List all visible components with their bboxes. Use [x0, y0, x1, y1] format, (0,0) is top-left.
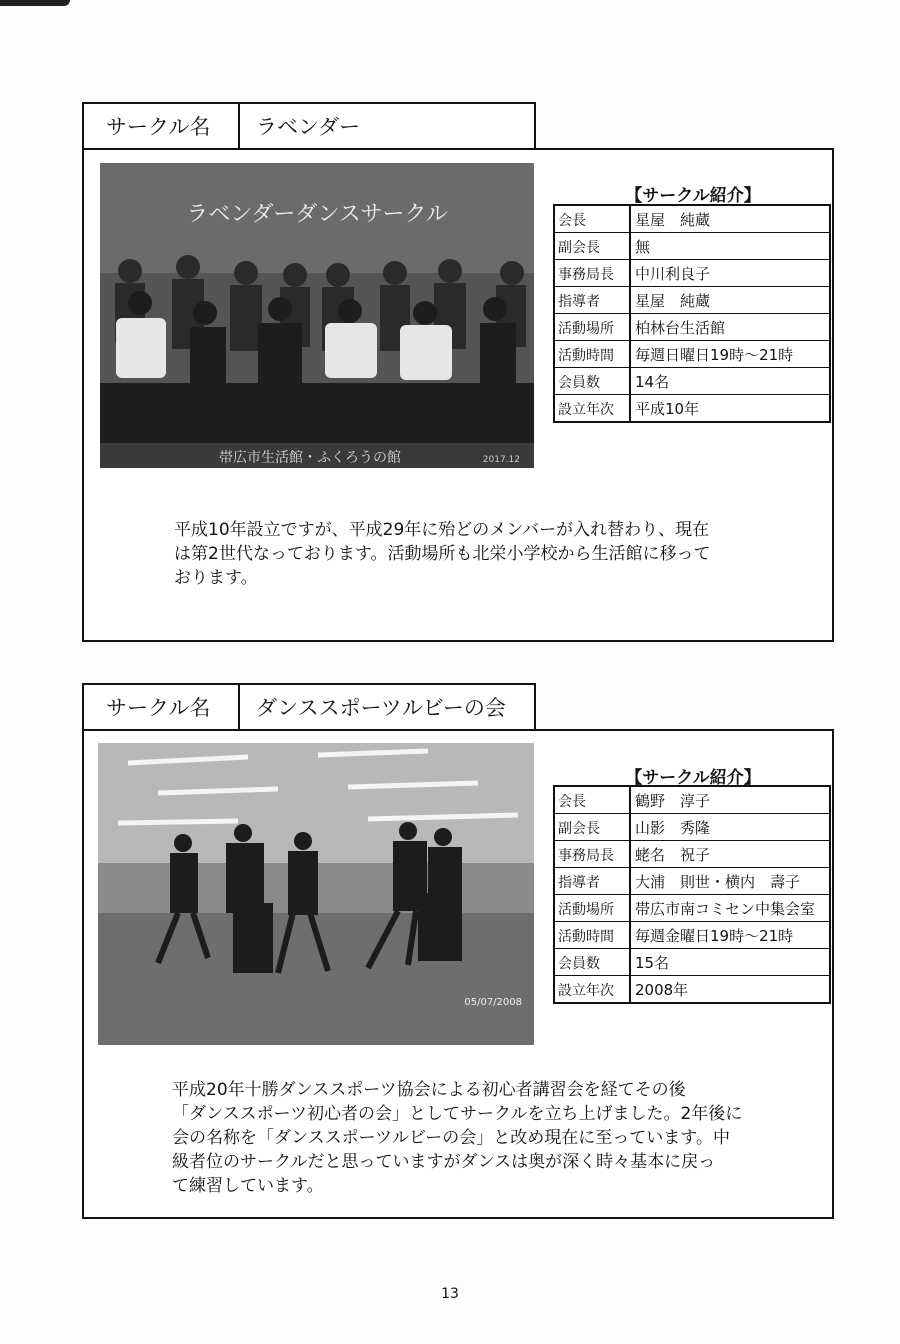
info-key: 副会長	[555, 233, 631, 259]
info-row-instructor	[555, 287, 831, 314]
info-value: 毎週金曜日19時～21時	[631, 922, 831, 948]
intro-title: 【サークル紹介】	[625, 186, 761, 206]
intro-title: 【サークル紹介】	[625, 768, 761, 788]
circle-description	[172, 1078, 772, 1198]
info-row-vice-chair	[555, 233, 831, 260]
info-row-vice-chair	[555, 814, 831, 841]
description-line: 平成20年十勝ダンススポーツ協会による初心者講習会を経てその後	[172, 1080, 686, 1100]
info-row-location	[555, 314, 831, 341]
description-line: は第2世代なっております。活動場所も北栄小学校から生活館に移って	[174, 544, 711, 564]
info-value: 帯広市南コミセン中集会室	[631, 895, 831, 921]
circle-name-label: サークル名	[84, 104, 240, 148]
info-value: 無	[631, 233, 831, 259]
circle-name: ラベンダー	[256, 115, 361, 139]
info-key: 副会長	[555, 814, 631, 840]
info-value: 鶴野 淳子	[631, 787, 831, 813]
description-line: て練習しています。	[172, 1176, 324, 1196]
info-value: 15名	[631, 949, 831, 975]
info-value: 蛯名 祝子	[631, 841, 831, 867]
info-key: 指導者	[555, 287, 631, 313]
info-key: 活動場所	[555, 895, 631, 921]
info-key: 会員数	[555, 949, 631, 975]
photo-caption-top: ラベンダーダンスサークル	[186, 202, 448, 227]
info-row-time	[555, 341, 831, 368]
circle-name-row	[82, 102, 536, 148]
circle-name: ダンススポーツルビーの会	[256, 696, 506, 720]
info-row-members	[555, 368, 831, 395]
description-line: 「ダンススポーツ初心者の会」としてサークルを立ち上げました。2年後に	[172, 1104, 743, 1124]
info-value: 中川利良子	[631, 260, 831, 286]
info-value: 星屋 純蔵	[631, 287, 831, 313]
info-value: 毎週日曜日19時～21時	[631, 341, 831, 367]
info-key: 活動時間	[555, 341, 631, 367]
info-row-time	[555, 922, 831, 949]
info-key: 活動場所	[555, 314, 631, 340]
info-row-secretary	[555, 841, 831, 868]
description-line: 級者位のサークルだと思っていますがダンスは奥が深く時々基本に戻っ	[172, 1152, 716, 1172]
circle-name-row	[82, 683, 536, 729]
info-table	[553, 785, 831, 1004]
info-key: 会員数	[555, 368, 631, 394]
dance-photo	[98, 743, 534, 1045]
info-value: 14名	[631, 368, 831, 394]
info-value: 平成10年	[631, 395, 831, 421]
info-key: 設立年次	[555, 395, 631, 421]
info-row-location	[555, 895, 831, 922]
info-value: 山影 秀隆	[631, 814, 831, 840]
info-value: 2008年	[631, 976, 831, 1002]
info-row-founded	[555, 976, 831, 1002]
info-key: 活動時間	[555, 922, 631, 948]
info-key: 指導者	[555, 868, 631, 894]
photo-date-stamp: 2017.12	[482, 455, 520, 465]
info-table	[553, 204, 831, 423]
info-row-chair	[555, 206, 831, 233]
info-value: 大浦 則世・横内 壽子	[631, 868, 831, 894]
photo-caption-bottom: 帯広市生活館・ふくろうの館	[219, 450, 401, 466]
info-key: 会長	[555, 787, 631, 813]
circle-name-label: サークル名	[84, 685, 240, 729]
info-row-chair	[555, 787, 831, 814]
info-key: 設立年次	[555, 976, 631, 1002]
description-line: おります。	[174, 568, 258, 588]
info-row-members	[555, 949, 831, 976]
info-value: 柏林台生活館	[631, 314, 831, 340]
info-key: 事務局長	[555, 841, 631, 867]
info-row-secretary	[555, 260, 831, 287]
photo-date-stamp: 05/07/2008	[464, 997, 522, 1008]
info-row-instructor	[555, 868, 831, 895]
info-key: 会長	[555, 206, 631, 232]
page-number: 13	[441, 1286, 459, 1302]
description-line: 平成10年設立ですが、平成29年に殆どのメンバーが入れ替わり、現在	[174, 520, 710, 540]
info-value: 星屋 純蔵	[631, 206, 831, 232]
info-row-founded	[555, 395, 831, 421]
circle-description	[174, 518, 774, 590]
scan-corner-mark	[0, 0, 70, 6]
info-key: 事務局長	[555, 260, 631, 286]
description-line: 会の名称を「ダンススポーツルビーの会」と改め現在に至っています。中	[172, 1128, 730, 1148]
group-photo	[100, 163, 534, 468]
